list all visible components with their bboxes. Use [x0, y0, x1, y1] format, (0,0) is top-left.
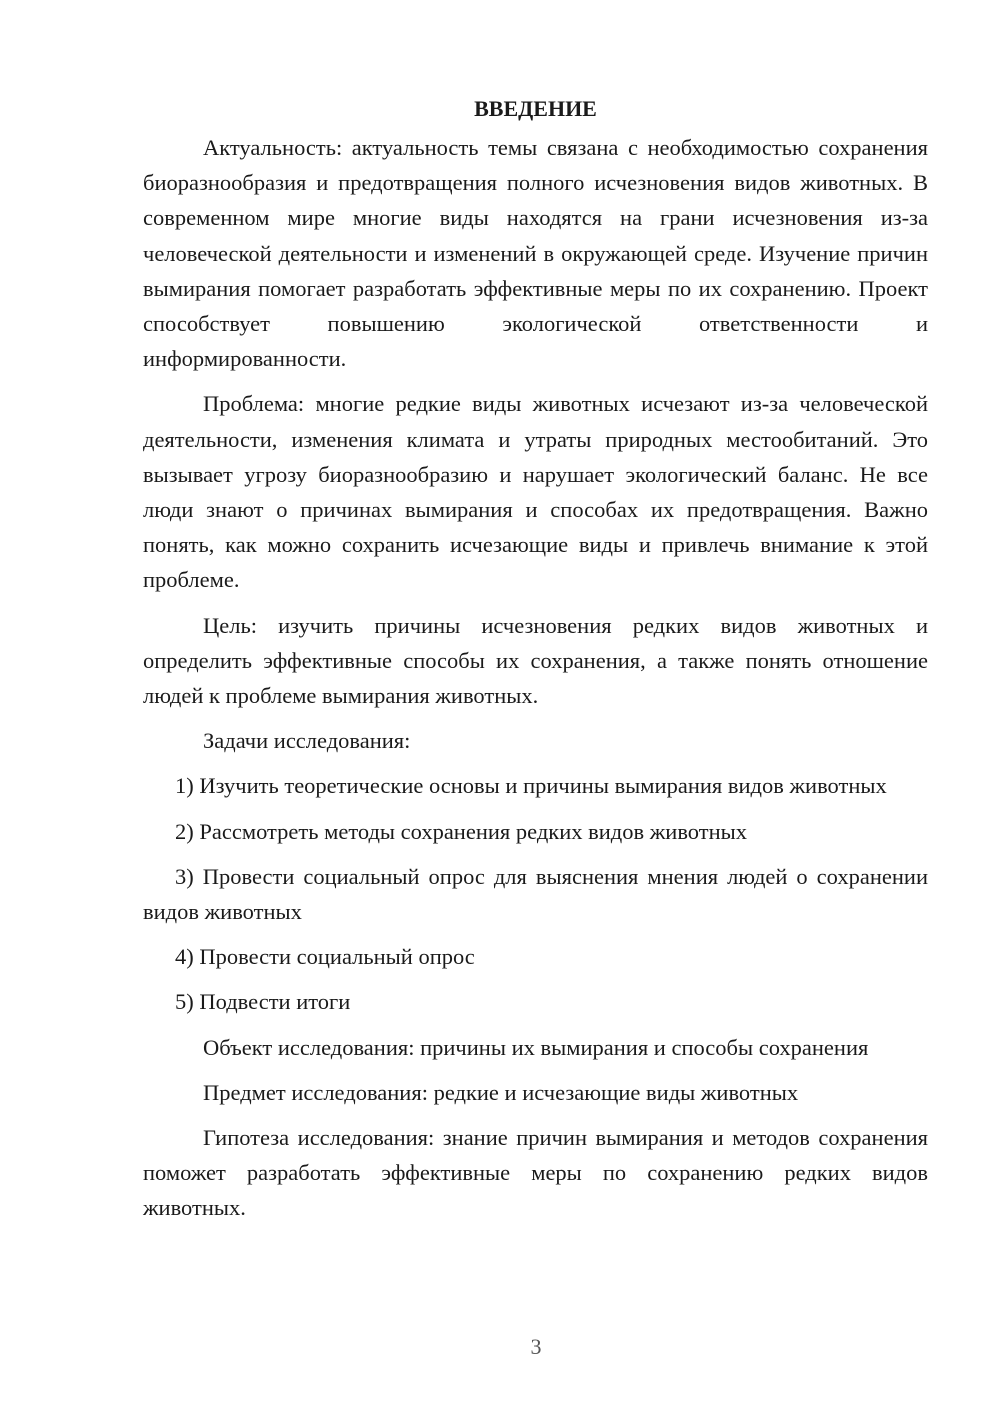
task-item-1: 1) Изучить теоретические основы и причины вымирания видов животных: [175, 773, 887, 799]
task-item-3: 3) Провести социальный опрос для выяснения мнения людей о сохранении видов животных: [143, 863, 928, 925]
task-item-5: 5) Подвести итоги: [175, 989, 351, 1015]
tasks-heading: Задачи исследования:: [203, 728, 411, 754]
page-number: 3: [530, 1334, 542, 1359]
hypothesis-paragraph: Гипотеза исследования: знание причин вымирания и методов сохранения поможет разработать эффективные меры по сохранению редких видов животных.: [143, 1125, 928, 1221]
object-paragraph: Объект исследования: причины их вымирания и способы сохранения: [203, 1034, 869, 1060]
task-item-4: 4) Провести социальный опрос: [175, 944, 475, 970]
relevance-paragraph: Актуальность: актуальность темы связана с необходимостью сохранения биоразнообразия и предотвращения полного исчезновения видов животных. В современном мире многие виды находятся на грани исчезновения из-за человеческой деятельности и изменений в окружающей среде. Изучение причин вымирания помогает разработать эффективные меры по их сохранению. Проект способствует повышению экологической ответственности и информированности.: [143, 135, 928, 372]
goal-paragraph: Цель: изучить причины исчезновения редких видов животных и определить эффективные способы их сохранения, а также понять отношение людей к проблеме вымирания животных.: [143, 612, 928, 709]
document-page: [143, 94, 928, 1236]
subject-paragraph: Предмет исследования: редкие и исчезающие виды животных: [203, 1079, 799, 1105]
page-title: ВВЕДЕНИЕ: [474, 96, 597, 121]
problem-paragraph: Проблема: многие редкие виды животных исчезают из-за человеческой деятельности, изменения климата и утраты природных местообитаний. Это вызывает угрозу биоразнообразию и нарушает экологический баланс. Не все люди знают о причинах вымирания и способах их предотвращения. Важно понять, как можно сохранить исчезающие виды и привлечь внимание к этой проблеме.: [143, 391, 928, 593]
task-item-2: 2) Рассмотреть методы сохранения редких видов животных: [175, 818, 747, 844]
